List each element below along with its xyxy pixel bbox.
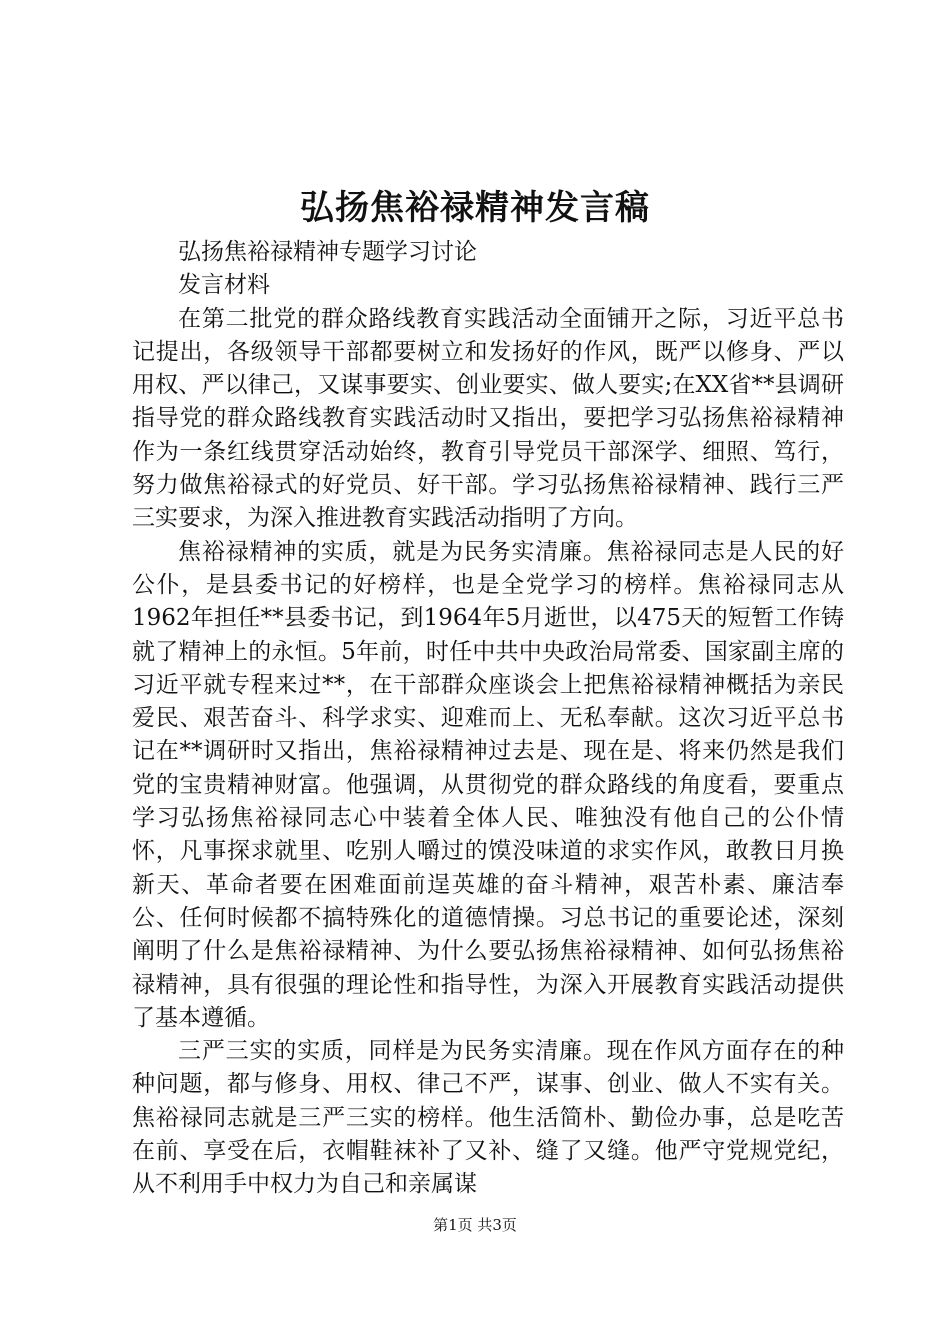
document-title: 弘扬焦裕禄精神发言稿	[300, 188, 650, 228]
subtitle-line-1: 弘扬焦裕禄精神专题学习讨论	[178, 239, 477, 265]
paragraph-2: 焦裕禄精神的实质，就是为民务实清廉。焦裕禄同志是人民的好公仆，是县委书记的好榜样，也是全党学习的榜样。焦裕禄同志从1962年担任**县委书记，到1964年5月逝世，以475天的短暂工作铸就了精神上的永恒。5年前，时任中共中央政治局常委、国家副主席的习近平就专程来过**，在干部群众座谈会上把焦裕禄精神概括为亲民爱民、艰苦奋斗、科学求实、迎难而上、无私奉献。这次习近平总书记在**调研时又指出，焦裕禄精神过去是、现在是、将来仍然是我们党的宝贵精神财富。他强调，从贯彻党的群众路线的角度看，要重点学习弘扬焦裕禄同志心中装着全体人民、唯独没有他自己的公仆情怀，凡事探求就里、吃别人嚼过的馍没味道的求实作风，敢教日月换新天、革命者要在困难面前逞英雄的奋斗精神，艰苦朴素、廉洁奉公、任何时候都不搞特殊化的道德情操。习总书记的重要论述，深刻阐明了什么是焦裕禄精神、为什么要弘扬焦裕禄精神、如何弘扬焦裕禄精神，具有很强的理论性和指导性，为深入开展教育实践活动提供了基本遵循。	[132, 538, 844, 1031]
document-body	[132, 236, 844, 1202]
paragraph-3: 三严三实的实质，同样是为民务实清廉。现在作风方面存在的种种问题，都与修身、用权、律己不严，谋事、创业、做人不实有关。焦裕禄同志就是三严三实的榜样。他生活简朴、勤俭办事，总是吃苦在前、享受在后，衣帽鞋袜补了又补、缝了又缝。他严守党规党纪，从不利用手中权力为自己和亲属谋	[132, 1038, 844, 1198]
paragraph-1: 在第二批党的群众路线教育实践活动全面铺开之际，习近平总书记提出，各级领导干部都要树立和发扬好的作风，既严以修身、严以用权、严以律己，又谋事要实、创业要实、做人要实;在XX省**县调研指导党的群众路线教育实践活动时又指出，要把学习弘扬焦裕禄精神作为一条红线贯穿活动始终，教育引导党员干部深学、细照、笃行，努力做焦裕禄式的好党员、好干部。学习弘扬焦裕禄精神、践行三严三实要求，为深入推进教育实践活动指明了方向。	[132, 305, 844, 532]
subtitle-line-2: 发言材料	[178, 272, 270, 299]
page-footer: 第1页 共3页	[433, 1216, 517, 1234]
